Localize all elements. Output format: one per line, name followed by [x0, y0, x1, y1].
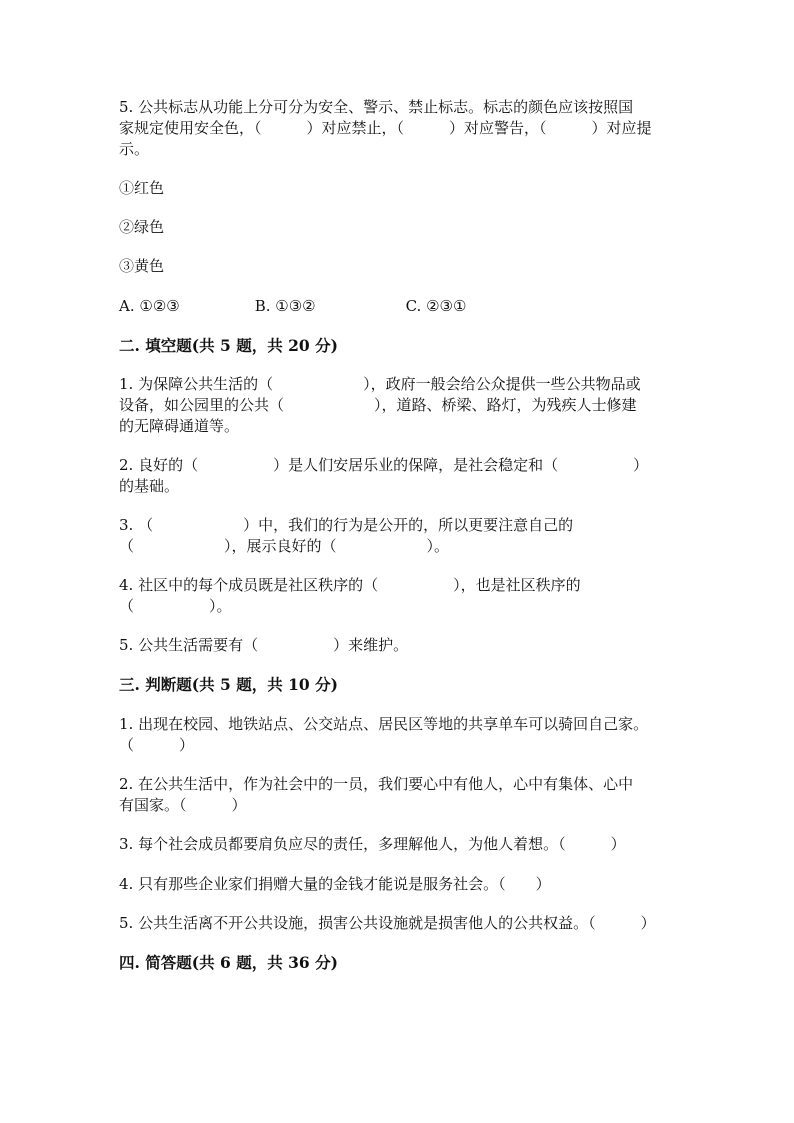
- fill-q1-line-1: 1. 为保障公共生活的（ ），政府一般会给公众提供一些公共物品或: [119, 375, 641, 393]
- fill-q4-line-2: （ ）。: [119, 597, 232, 615]
- fill-q4-line-1: 4. 社区中的每个成员既是社区秩序的（ ），也是社区秩序的: [119, 576, 581, 594]
- question-5-line-2: 家规定使用安全色，（ ）对应禁止，（ ）对应警告，（ ）对应提: [119, 119, 652, 137]
- fill-q3-line-2: （ ），展示良好的（ ）。: [119, 537, 450, 555]
- section-heading-short-answer: 四. 简答题(共 6 题，共 36 分): [119, 953, 338, 972]
- section-heading-fill-blank: 二. 填空题(共 5 题，共 20 分): [119, 336, 338, 355]
- section-heading-true-false: 三. 判断题(共 5 题，共 10 分): [119, 675, 338, 694]
- tf-q3: 3. 每个社会成员都要肩负应尽的责任，多理解他人，为他人着想。（ ）: [119, 835, 626, 853]
- fill-q1-line-2: 设备，如公园里的公共（ ），道路、桥梁、路灯，为残疾人士修建: [119, 396, 637, 414]
- option-red: ①红色: [119, 179, 165, 197]
- option-green: ②绿色: [119, 218, 165, 236]
- tf-q5: 5. 公共生活离不开公共设施，损害公共设施就是损害他人的公共权益。（ ）: [119, 914, 656, 932]
- fill-q2-line-1: 2. 良好的（ ）是人们安居乐业的保障，是社会稳定和（ ）: [119, 456, 649, 474]
- tf-q4: 4. 只有那些企业家们捐赠大量的金钱才能说是服务社会。（ ）: [119, 875, 551, 893]
- question-5-line-3: 示。: [119, 140, 150, 158]
- option-yellow: ③黄色: [119, 257, 165, 275]
- tf-q2-line-2: 有国家。（ ）: [119, 796, 247, 814]
- tf-q2-line-1: 2. 在公共生活中，作为社会中的一员，我们要心中有他人，心中有集体、心中: [119, 775, 634, 793]
- fill-q5: 5. 公共生活需要有（ ）来维护。: [119, 636, 409, 654]
- fill-q3-line-1: 3. （ ）中，我们的行为是公开的，所以更要注意自己的: [119, 516, 574, 534]
- fill-q1-line-3: 的无障碍通道等。: [119, 417, 240, 435]
- answer-choices: A. ①②③ B. ①③② C. ②③①: [119, 297, 467, 315]
- tf-q1-line-1: 1. 出现在校园、地铁站点、公交站点、居民区等地的共享单车可以骑回自己家。: [119, 715, 649, 733]
- tf-q1-line-2: （ ）: [119, 736, 195, 754]
- fill-q2-line-2: 的基础。: [119, 477, 180, 495]
- question-5-line-1: 5. 公共标志从功能上分可分为安全、警示、禁止标志。标志的颜色应该按照国: [119, 98, 634, 116]
